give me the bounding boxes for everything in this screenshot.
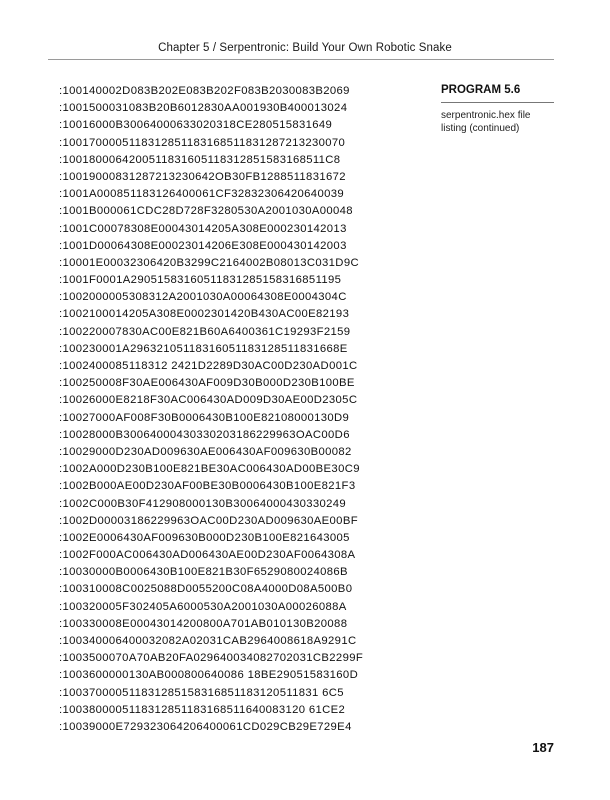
hex-line: :1001A000851183126400061CF32832306420640039 [59,188,344,201]
hex-line: :10027000AF008F30B0006430B100E82108000130D9 [59,411,350,424]
hex-line: :10028000B30064000430330203186229963OAC00D6 [59,428,350,441]
hex-line: :100320005F302405A6000530A2001030A00026088A [59,600,347,613]
program-label: PROGRAM 5.6 [441,83,554,103]
program-sidebar [441,83,555,135]
hex-line: :10016000B30064000633020318CE280515831649 [59,119,333,132]
hex-line: :1002D00003186229963OAC00D230AD009630AE00BF [59,514,358,527]
caption-line: listing (continued) [441,123,520,134]
hex-line: :100230001A29632105118316051183128511831668E [59,342,348,355]
hex-line: :1001D00064308E00023014206E308E000430142003 [59,239,347,252]
hex-line: :1002A000D230B100E821BE30AC006430AD00BE30C9 [59,463,360,476]
caption-line: serpentronic.hex file [441,110,531,121]
header-rule [48,59,554,60]
hex-line: :1002E0006430AF009630B000D230B100E821643005 [59,531,350,544]
hex-line: :1002000005308312A2001030A00064308E0004304C [59,291,347,304]
hex-line: :100220007830AC00E821B60A6400361C19293F2159 [59,325,351,338]
hex-line: :1001B000061CDC28D728F3280530A2001030A00048 [59,205,353,218]
hex-line: :1003600000130AB000800640086 18BE29051583160D [59,669,359,682]
program-caption [441,109,555,135]
hex-line: :1001800064200511831605118312851583168511C8 [59,153,341,166]
hex-listing [59,83,363,736]
hex-line: :10039000E729323064206400061CD029CB29E729E4 [59,720,352,733]
hex-line: :10029000D230AD009630AE006430AF009630B00082 [59,445,352,458]
hex-line: :1002F000AC006430AD006430AE00D230AF0064308A [59,549,356,562]
hex-line: :1001500031083B20B6012830AA001930B400013024 [59,102,348,115]
hex-line: :1001F0001A29051583160511831285158316851195 [59,274,342,287]
hex-line: :1002400085118312 2421D2289D30AC00D230AD001C [59,360,358,372]
hex-line: :1002C000B30F412908000130B30064000430330249 [59,497,347,510]
hex-line: :100370000511831285158316851183120511831 6C5 [59,686,344,699]
hex-line: :10030000B0006430B100E821B30F6529080024086B [59,566,348,579]
hex-line: :1003800005118312851183168511640083120 61CE2 [59,703,346,716]
hex-line: :1001700005118312851183168511831287213230070 [59,136,346,149]
hex-line: :1002B000AE00D230AF00BE30B0006430B100E821F3 [59,480,356,493]
hex-line: :100250008F30AE006430AF009D30B000D230B100BE [59,377,355,390]
running-head: Chapter 5 / Serpentronic: Build Your Own Robotic Snake [158,42,452,54]
hex-line: :1002100014205A308E0002301420B430AC00E82193 [59,308,350,321]
page-number: 187 [532,740,554,755]
hex-line: :1003500070A70AB20FA029640034082702031CB2299F [59,652,364,665]
hex-line: :1001C00078308E00043014205A308E000230142013 [59,222,347,235]
hex-line: :10019000831287213230642OB30FB1288511831672 [59,170,346,183]
hex-line: :100330008E00043014200800A701AB010130B20088 [59,617,348,630]
hex-line: :100140002D083B202E083B202F083B2030083B2069 [59,85,350,97]
hex-line: :100310008C0025088D0055200C08A4000D08A500B0 [59,583,353,596]
hex-line: :100340006400032082A02031CAB2964008618A9291C [59,635,357,647]
hex-line: :10001E00032306420B3299C2164002B08013C031D9C [59,256,359,269]
hex-line: :10026000E8218F30AC006430AD009D30AE00D2305C [59,394,358,407]
